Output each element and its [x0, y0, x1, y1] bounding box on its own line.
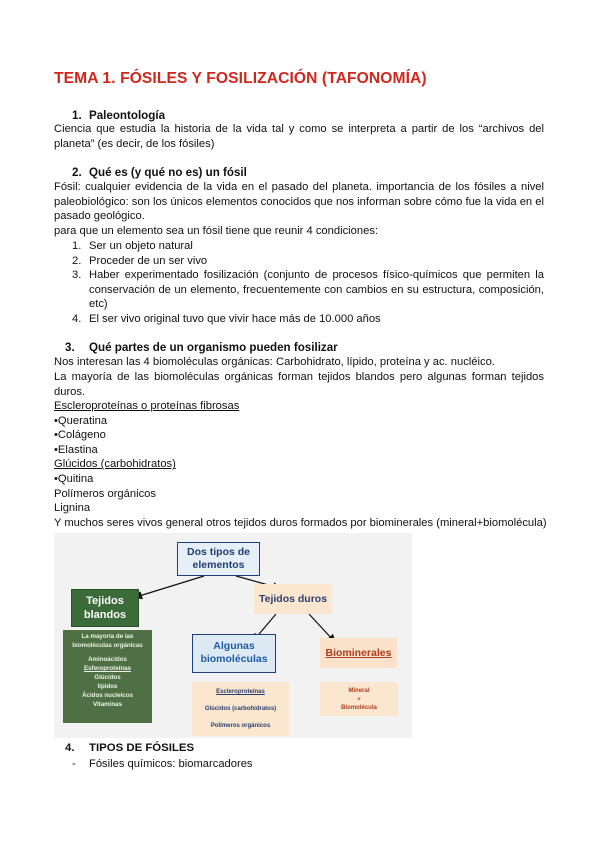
list-item: •Quitina: [54, 472, 94, 485]
section-3-line2: La mayoría de las biomoléculas orgánicas forman tejidos blandos pero algunas forman tejidos duros.: [54, 371, 544, 398]
list-item: 3. Haber experimentado fosilización (conjunto de procesos físico-químicos que permiten la conservación de un elemento, frecuentemente con cambios en su estructura, composición, etc): [72, 269, 544, 311]
list-item: •Colágeno: [54, 429, 106, 442]
section-1-heading: [72, 109, 165, 122]
section-number: 2.: [72, 166, 82, 179]
some-biomolecules-box: Algunas biomoléculas: [192, 634, 276, 673]
section-2-body: Fósil: cualquier evidencia de la vida en el pasado del planeta. importancia de los fósiles a nivel paleobiológico: son los únicos elementos conocidos que nos informan sobre cómo fue la vida en el pasado geológico.: [54, 181, 544, 223]
tissue-diagram: [54, 533, 412, 738]
section-3-heading: [65, 341, 338, 354]
biominerals-box: Biominerales: [320, 638, 397, 668]
list-item: Lignina: [54, 502, 91, 515]
group-title: Glúcidos (carbohidratos): [54, 458, 176, 471]
diagram-root-box: Dos tipos de elementos: [177, 542, 260, 576]
list-item: Polímeros orgánicos: [54, 487, 156, 500]
hard-tissue-box: Tejidos duros: [254, 584, 332, 614]
section-number: 3.: [65, 341, 75, 354]
section-1-body: Ciencia que estudia la historia de la vida tal y como se interpreta a partir de los “archivos del planeta” (es decir, de los fósiles): [54, 123, 544, 150]
section-number: 4.: [65, 742, 75, 754]
page-title: TEMA 1. FÓSILES Y FOSILIZACIÓN (TAFONOMÍA): [54, 70, 427, 87]
soft-tissue-box: Tejidos blandos: [71, 589, 139, 627]
list-item: 2. Proceder de un ser vivo: [72, 254, 208, 267]
section-2-intro: para que un elemento sea un fósil tiene que reunir 4 condiciones:: [54, 225, 379, 237]
list-item: 4. El ser vivo original tuvo que vivir hace más de 10.000 años: [72, 312, 381, 325]
list-item: •Elastina: [54, 443, 98, 456]
section-title: Qué partes de un organismo pueden fosilizar: [89, 341, 338, 354]
arrow-to-blandos: [136, 576, 204, 597]
section-4-heading: [65, 742, 194, 754]
group-title: Escleroproteínas o proteínas fibrosas: [54, 400, 240, 412]
section-title: TIPOS DE FÓSILES: [89, 742, 195, 754]
arrow-to-biominerales: [309, 614, 334, 641]
biominerals-list: Mineral + Biomolécula: [320, 682, 398, 716]
soft-tissue-list: La mayoría de las biomoléculas orgánicas Aminoácidos Esferoproteínas Glúcidos lípidos Ácidos nucleicos Vitaminas: [63, 630, 152, 723]
section-3-closing: Y muchos seres vivos general otros tejidos duros formados por biominerales (mineral+biomolécula): [54, 517, 547, 529]
conditions-list: [72, 239, 544, 327]
section-3-line1: Nos interesan las 4 biomoléculas orgánicas: Carbohidrato, lípido, proteína y ac. nucléico.: [54, 356, 495, 368]
section-2-heading: [72, 166, 247, 179]
list-item: •Queratina: [54, 414, 108, 427]
list-item: 1. Ser un objeto natural: [72, 240, 193, 252]
section-number: 1.: [72, 109, 82, 122]
some-biomolecules-list: Escleroproteínas Glúcidos (carbohidratos) Polímeros orgánicos: [192, 682, 289, 736]
biomolecule-groups: [54, 399, 239, 516]
dash-list-item: - Fósiles químicos: biomarcadores: [72, 758, 253, 770]
section-title: Paleontología: [89, 109, 166, 122]
section-title: Qué es (y qué no es) un fósil: [89, 166, 247, 179]
